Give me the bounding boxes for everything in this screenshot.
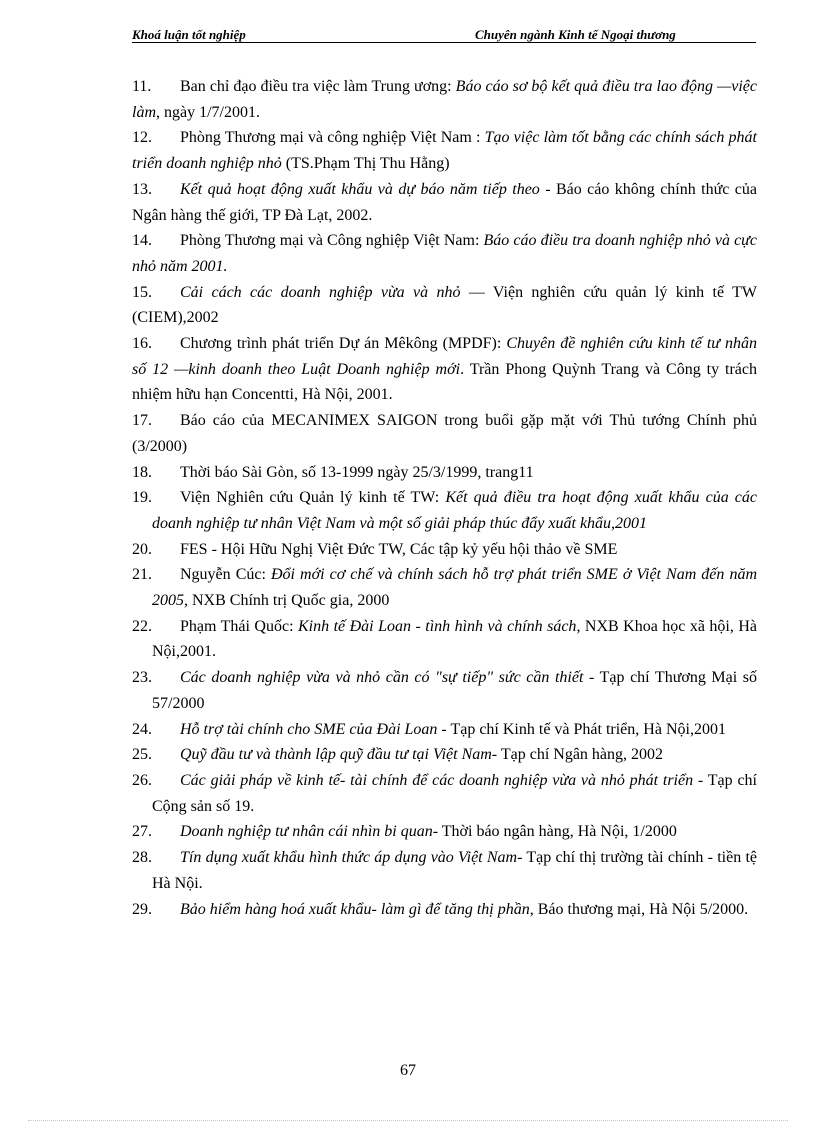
reference-item (132, 177, 757, 228)
reference-number: 13. (132, 180, 152, 198)
reference-title: Báo cáo sơ bộ kết quả điều tra lao động —việc làm (132, 78, 757, 121)
reference-text: Phòng Thương mại và công nghiệp Việt Nam : (180, 129, 485, 147)
reference-number: 26. (132, 771, 152, 789)
reference-title: Kết quả điều tra hoạt động xuất khẩu của các doanh nghiệp tư nhân Việt Nam và một số giải pháp thúc đẩy xuất khẩu,2001 (152, 489, 758, 532)
reference-item (132, 897, 757, 923)
reference-number: 11. (132, 78, 152, 95)
reference-title: Kết quả hoạt động xuất khẩu và dự báo năm tiếp theo (180, 180, 540, 198)
header-right-text: Chuyên ngành Kinh tế Ngoại thương (475, 27, 676, 42)
reference-number: 27. (132, 823, 152, 841)
reference-number: 29. (132, 900, 152, 918)
reference-item (132, 665, 757, 716)
reference-number: 16. (132, 335, 152, 353)
reference-item (132, 280, 757, 331)
reference-number: 22. (132, 617, 152, 635)
reference-item (132, 614, 757, 665)
reference-number: 14. (132, 232, 152, 250)
running-header (132, 27, 756, 43)
page-number: 67 (400, 1062, 416, 1079)
reference-number: 18. (132, 463, 152, 481)
reference-number: 25. (132, 746, 152, 764)
reference-number: 12. (132, 129, 152, 147)
reference-item (132, 125, 757, 176)
reference-text: Ban chỉ đạo điều tra việc làm Trung ương: (180, 78, 456, 95)
reference-title: Báo cáo điều tra doanh nghiệp nhỏ và cực nhỏ năm 2001. (132, 232, 757, 275)
reference-item (132, 562, 757, 613)
reference-item (132, 74, 757, 125)
reference-title: Cải cách các doanh nghiệp vừa và nhỏ (180, 283, 461, 301)
reference-title: Tín dụng xuất khẩu hình thức áp dụng vào Việt Nam (180, 849, 518, 867)
header-left-text: Khoá luận tốt nghiệp (132, 27, 246, 42)
reference-title: Hỗ trợ tài chính cho SME của Đài Loan (180, 720, 438, 738)
reference-text: FES - Hội Hữu Nghị Việt Đức TW, Các tập kỷ yếu hội thảo về SME (180, 540, 618, 558)
reference-item (132, 408, 757, 459)
reference-text: — Viện nghiên cứu quản lý kinh tế TW (CIEM),2002 (132, 283, 758, 327)
reference-text: , Báo thương mại, Hà Nội 5/2000. (529, 900, 749, 918)
reference-text: - Tạp chí thị trường tài chính - tiền tệ Hà Nội. (152, 849, 757, 892)
reference-text: , NXB Chính trị Quốc gia, 2000 (184, 592, 390, 610)
reference-item (132, 742, 757, 768)
reference-text: - Tạp chí Cộng sản số 19. (152, 771, 757, 815)
reference-title: Doanh nghiệp tư nhân cái nhìn bi quan (180, 823, 433, 841)
reference-item (132, 228, 757, 279)
reference-title: Đổi mới cơ chế và chính sách hỗ trợ phát triển SME ở Việt Nam đến năm 2005 (152, 566, 757, 610)
reference-text: - Báo cáo không chính thức của Ngân hàng thế giới, TP Đà Lạt, 2002. (132, 180, 757, 224)
reference-item (132, 819, 757, 845)
reference-text: Báo cáo của MECANIMEX SAIGON trong buổi gặp mặt với Thủ tướng Chính phủ (3/2000) (132, 412, 757, 455)
header-rule (132, 42, 756, 43)
reference-item (132, 768, 757, 819)
reference-item (132, 845, 757, 896)
reference-title: Các giải pháp về kinh tế- tài chính để các doanh nghiệp vừa và nhỏ phát triển (180, 771, 694, 789)
reference-text: Nguyễn Cúc: (180, 566, 271, 584)
reference-title: Các doanh nghiệp vừa và nhỏ cần có "sự tiếp" sức cần thiết (180, 669, 584, 687)
reference-item (132, 460, 757, 486)
reference-number: 23. (132, 669, 152, 687)
reference-number: 28. (132, 849, 152, 867)
reference-text: Viện Nghiên cứu Quản lý kinh tế TW: (180, 489, 446, 507)
reference-number: 15. (132, 283, 152, 301)
reference-title: Kinh tế Đài Loan - tình hình và chính sách (298, 617, 577, 635)
reference-text: Chương trình phát triển Dự án Mêkông (MPDF): (180, 335, 507, 353)
reference-text: - Thời báo ngân hàng, Hà Nội, 1/2000 (432, 823, 677, 841)
reference-text: Phòng Thương mại và Công nghiệp Việt Nam: (180, 232, 484, 250)
reference-text: - Tạp chí Kinh tế và Phát triển, Hà Nội,2001 (437, 720, 726, 738)
reference-number: 19. (132, 489, 152, 507)
reference-title: Chuyên đề nghiên cứu kinh tế tư nhân số 12 —kinh doanh theo Luật Doanh nghiệp mới (132, 335, 757, 378)
footer-dotted-rule (28, 1120, 788, 1121)
reference-item (132, 331, 757, 408)
reference-text: - Tạp chí Thương Mại số 57/2000 (152, 669, 757, 712)
reference-number: 24. (132, 720, 152, 738)
reference-text: - Tạp chí Ngân hàng, 2002 (491, 746, 664, 764)
reference-text: . Trần Phong Quỳnh Trang và Công ty trách nhiệm hữu hạn Concentti, Hà Nội, 2001. (132, 360, 757, 404)
reference-text: Thời báo Sài Gòn, số 13-1999 ngày 25/3/1999, trang11 (180, 463, 534, 481)
reference-title: Bảo hiểm hàng hoá xuất khẩu- làm gì để tăng thị phần (180, 900, 530, 918)
reference-item (132, 717, 757, 743)
reference-item (132, 485, 757, 536)
reference-number: 17. (132, 412, 152, 430)
reference-number: 21. (132, 566, 152, 584)
reference-text: (TS.Phạm Thị Thu Hằng) (281, 155, 450, 173)
reference-number: 20. (132, 540, 152, 558)
reference-item (132, 537, 757, 563)
reference-title: Tạo việc làm tốt bằng các chính sách phát triển doanh nghiệp nhỏ (132, 129, 758, 173)
reference-list (132, 74, 757, 922)
reference-text: , ngày 1/7/2001. (156, 103, 260, 121)
reference-text: Phạm Thái Quốc: (180, 617, 298, 635)
reference-text: , NXB Khoa học xã hội, Hà Nội,2001. (152, 617, 758, 661)
reference-title: Quỹ đầu tư và thành lập quỹ đầu tư tại Việt Nam (180, 746, 492, 764)
